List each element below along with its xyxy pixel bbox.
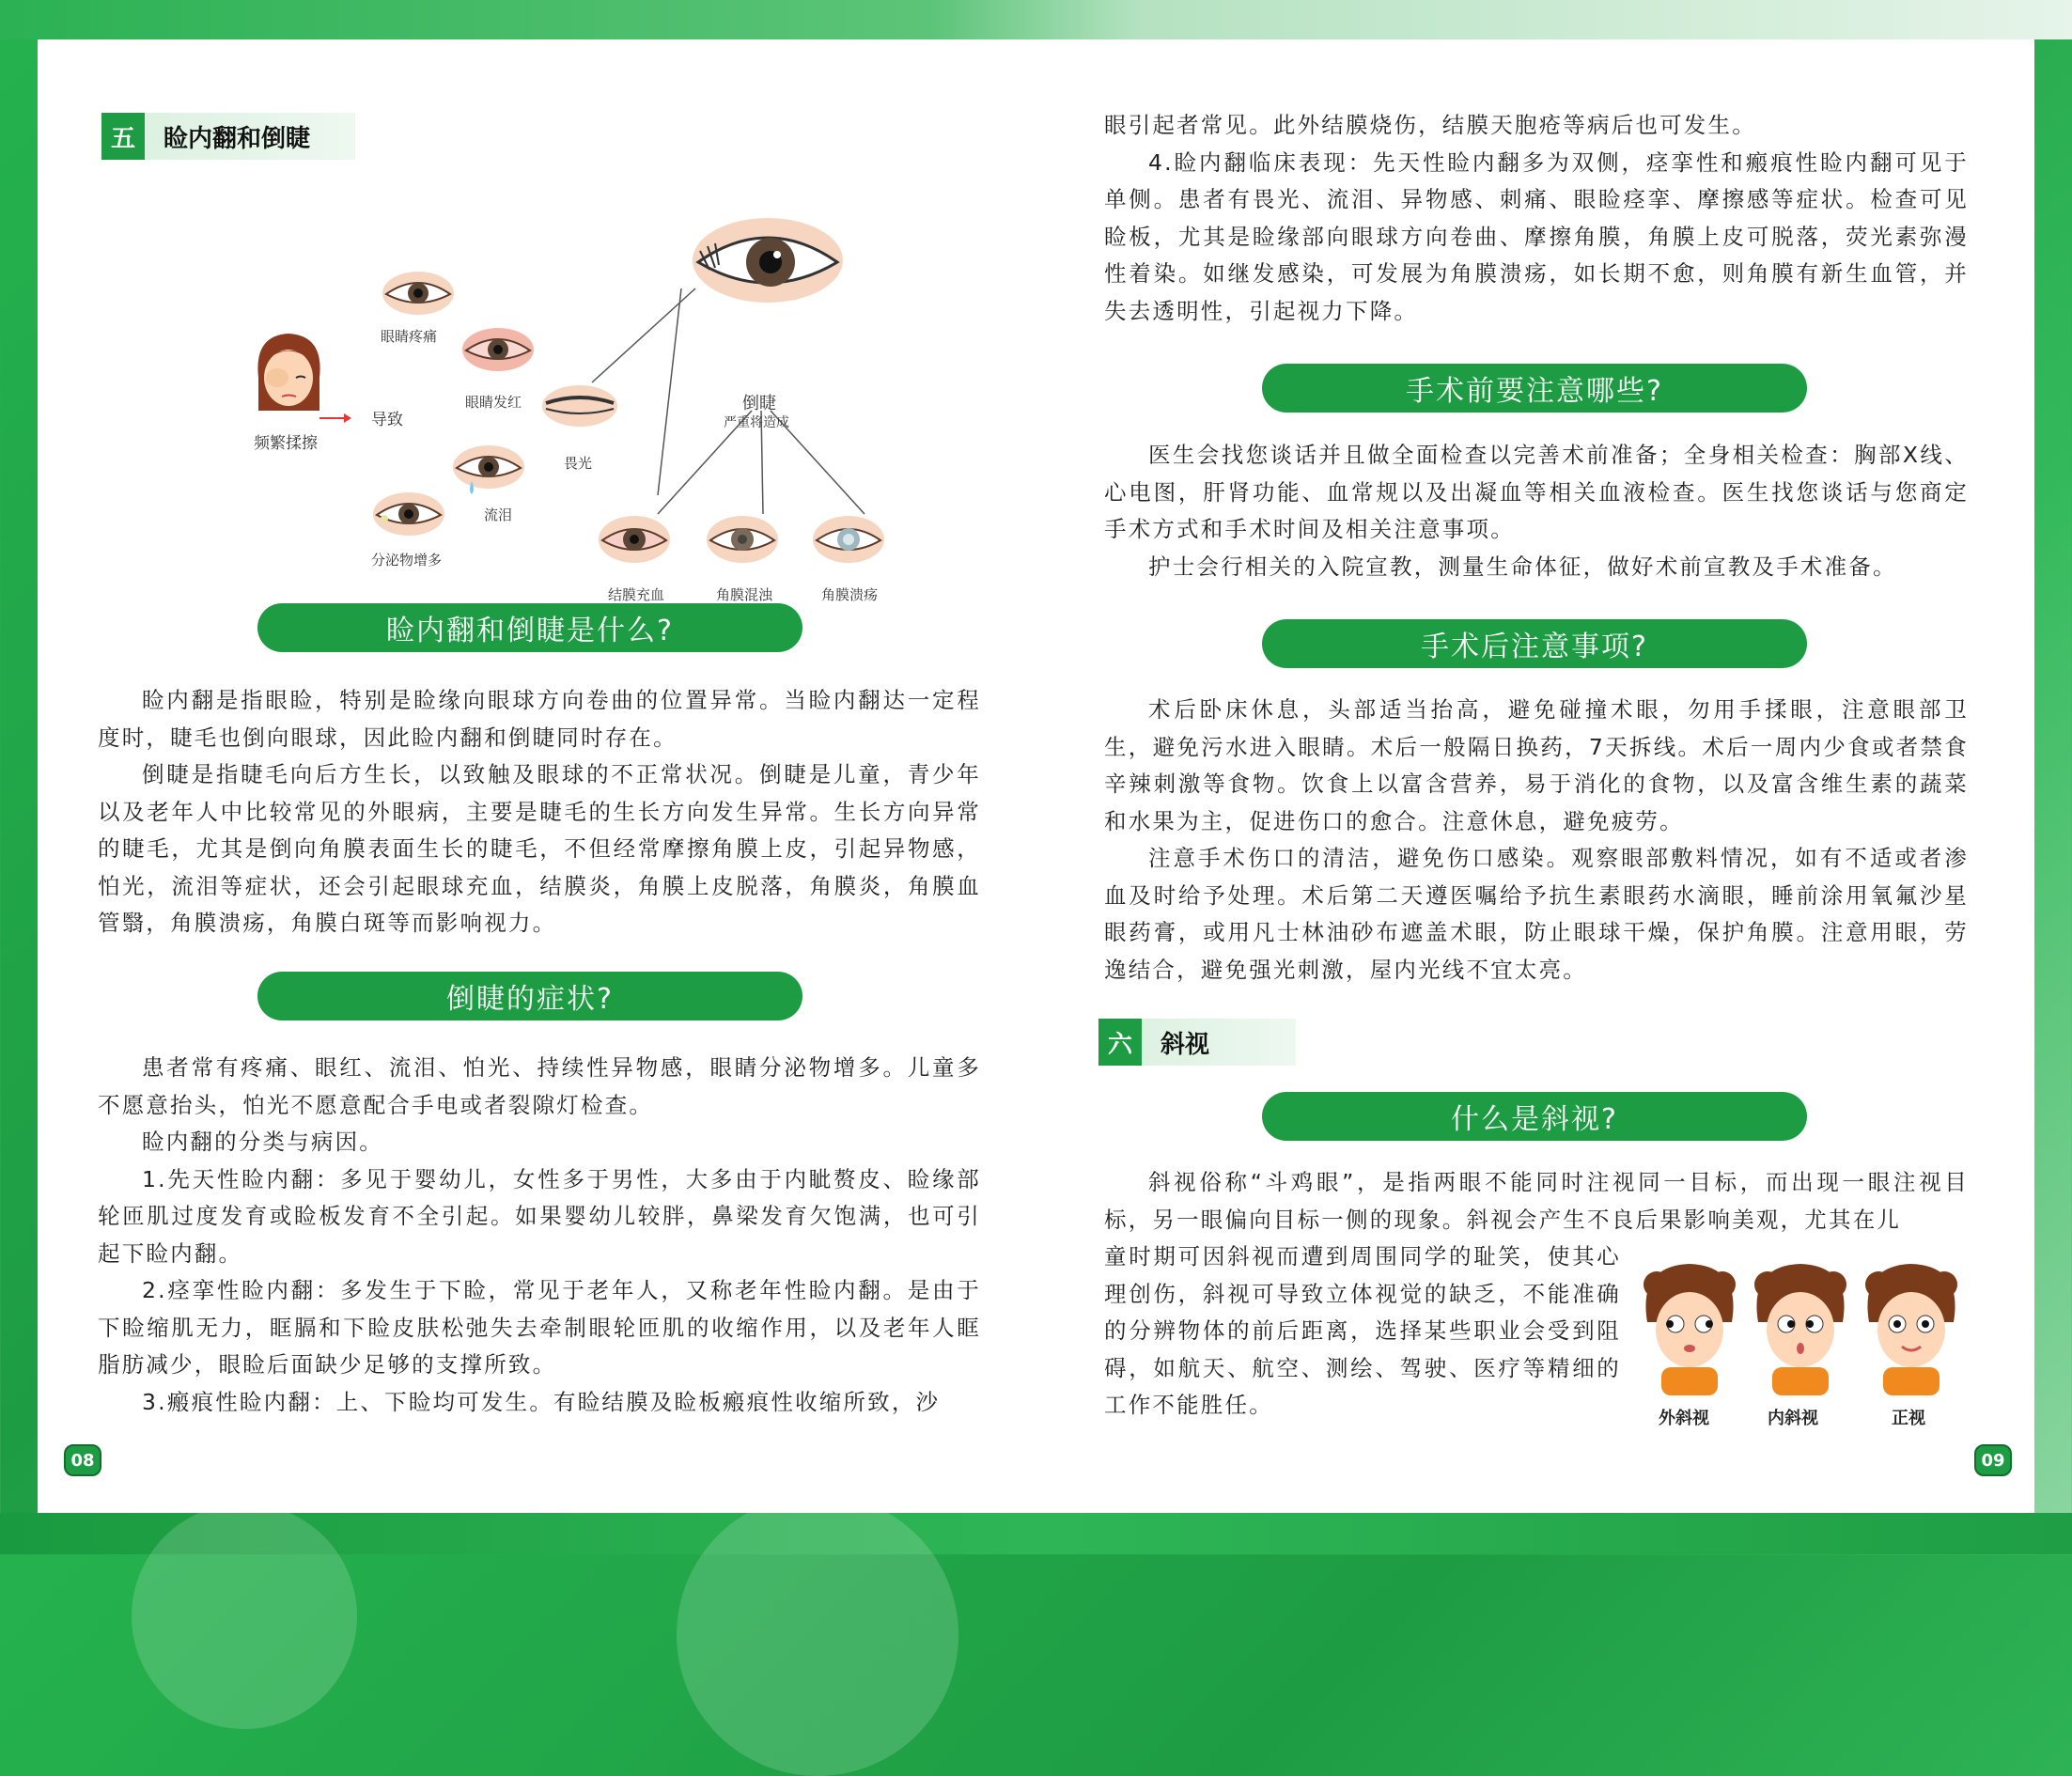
eye-tearing-icon [451, 444, 526, 495]
paragraph: 眼引起者常见。此外结膜烧伤，结膜天胞疮等病后也可发生。 [1104, 112, 1756, 138]
label-cornea-turbid: 角膜混浊 [716, 586, 773, 603]
kid-normal-icon [1860, 1256, 1963, 1401]
para-entropion-definition [98, 682, 981, 943]
label-eye-pain: 眼睛疼痛 [381, 328, 438, 345]
bottom-banner [0, 1513, 2072, 1554]
paragraph: 术后卧床休息，头部适当抬高，避免碰撞术眼，勿用手揉眼，注意眼部卫生，避免污水进入眼睛。术后一般隔日换药，7天拆线。术后一周内少食或者禁食辛辣刺激等食物。饮食上以富含营养，易于消化的食物，以及富含维生素的蔬菜和水果为主，促进伤口的愈合。注意休息，避免疲劳。 [1104, 696, 1969, 834]
label-cornea-ulcer: 角膜溃疡 [821, 586, 879, 603]
section-title: 睑内翻和倒睫 [164, 124, 311, 153]
label-tearing: 流泪 [484, 506, 513, 523]
para-strabismus-narrow [1104, 1239, 1621, 1425]
label-conj: 结膜充血 [608, 586, 665, 603]
heading-trichiasis-symptoms: 倒睫的症状? [257, 972, 802, 1020]
para-preop [1104, 437, 1969, 585]
paragraph: 医生会找您谈话并且做全面检查以完善术前准备；全身相关检查：胸部X线、心电图，肝肾功能、血常规以及出凝血等相关血液检查。医生找您谈话与您商定手术方式和手术时间及相关注意事项。 [1104, 442, 1969, 542]
left-page [38, 39, 1036, 1513]
kid-exotropia-icon [1638, 1256, 1741, 1401]
section-header-6 [1098, 1019, 1296, 1066]
eye-secretion-icon [371, 491, 446, 537]
top-banner [0, 0, 2072, 39]
paragraph: 斜视俗称“斗鸡眼”，是指两眼不能同时注视同一目标，而出现一眼注视目标，另一眼偏向目标一侧的现象。斜视会产生不良后果影响美观，尤其在儿 [1104, 1169, 1969, 1233]
paragraph: 睑内翻的分类与病因。 [142, 1129, 383, 1155]
corneal-ulcer-eye-icon [811, 514, 886, 566]
para-postop [1104, 692, 1969, 989]
paragraph: 4.睑内翻临床表现：先天性睑内翻多为双侧，痉挛性和瘢痕性睑内翻可见于单侧。患者有畏光、流泪、异物感、刺痛、眼睑痉挛、摩擦感等症状。检查可见睑板，尤其是睑缘部向眼球方向卷曲、摩擦角膜，角膜上皮可脱落，荧光素弥漫性着染。如继发感染，可发展为角膜溃疡，如长期不愈，则角膜有新生血管，并失去透明性，引起视力下降。 [1104, 148, 1969, 324]
kid-esotropia-icon [1749, 1256, 1852, 1401]
strabismus-kids-illustration [1638, 1256, 1976, 1444]
eye-photophobia-icon [540, 382, 620, 429]
section-header-5 [101, 113, 355, 160]
para-strabismus-full [1104, 1164, 1969, 1239]
paragraph: 1.先天性睑内翻：多见于婴幼儿，女性多于男性，大多由于内眦赘皮、睑缘部轮匝肌过度发育或睑板发育不全引起。如果婴幼儿较胖，鼻梁发育欠饱满，也可引起下睑内翻。 [98, 1165, 981, 1267]
paragraph: 倒睫是指睫毛向后方生长，以致触及眼球的不正常状况。倒睫是儿童，青少年以及老年人中比较常见的外眼病，主要是睫毛的生长方向发生异常。生长方向异常的睫毛，尤其是倒向角膜表面生长的睫毛，不但经常摩擦角膜上皮，引起异物感，怕光，流泪等症状，还会引起眼球充血，结膜炎，角膜上皮脱落，角膜炎，角膜血管翳，角膜溃疡，角膜白斑等而影响视力。 [98, 761, 981, 936]
paragraph: 护士会行相关的入院宣教，测量生命体征，做好术前宣教及手术准备。 [1148, 553, 1897, 580]
heading-what-is-strabismus: 什么是斜视? [1262, 1092, 1807, 1141]
label-photophobia: 畏光 [564, 455, 593, 472]
paragraph: 睑内翻是指眼睑，特别是睑缘向眼球方向卷曲的位置异常。当睑内翻达一定程度时，睫毛也倒向眼球，因此睑内翻和倒睫同时存在。 [98, 687, 981, 751]
label-trichiasis-sub: 严重将造成 [724, 415, 789, 430]
paragraph: 患者常有疼痛、眼红、流泪、怕光、持续性异物感，眼睛分泌物增多。儿童多不愿意抬头，怕光不愿意配合手电或者裂隙灯检查。 [98, 1054, 981, 1118]
label-exotropia: 外斜视 [1659, 1409, 1709, 1428]
heading-postop: 手术后注意事项? [1262, 619, 1807, 668]
heading-what-is-entropion: 睑内翻和倒睫是什么? [257, 603, 802, 652]
label-normal: 正视 [1892, 1409, 1925, 1428]
section-number: 五 [101, 113, 145, 160]
page-number-left: 08 [64, 1444, 101, 1476]
paragraph: 2.痉挛性睑内翻：多发生于下睑，常见于老年人，又称老年性睑内翻。是由于下睑缩肌无力，眶膈和下睑皮肤松弛失去牵制眼轮匝肌的收缩作用，以及老年人眶脂肪减少，眼睑后面缺少足够的支撑所致。 [98, 1277, 981, 1378]
label-trichiasis: 倒睫 [742, 394, 776, 413]
section-title: 斜视 [1161, 1030, 1210, 1059]
paragraph: 童时期可因斜视而遭到周围同学的耻笑，使其心理创伤，斜视可导致立体视觉的缺乏，不能准确的分辨物体的前后距离，选择某些职业会受到阻碍，如航天、航空、测绘、驾驶、医疗等精细的工作不能胜任。 [1104, 1243, 1621, 1418]
label-esotropia: 内斜视 [1768, 1409, 1818, 1428]
page-number-right: 09 [1974, 1444, 2012, 1476]
label-lead: 导致 [371, 411, 403, 429]
para-clinical [1104, 107, 1969, 330]
paragraph: 注意手术伤口的清洁，避免伤口感染。观察眼部敷料情况，如有不适或者渗血及时给予处理。术后第二天遵医嘱给予抗生素眼药水滴眼，睡前涂用氧氟沙星眼药膏，或用凡士林油砂布遮盖术眼，防止眼球干燥，保护角膜。注意用眼，劳逸结合，避免强光刺激，屋内光线不宜太亮。 [1104, 845, 1969, 983]
para-symptoms [98, 1050, 981, 1421]
girl-rubbing-eye-icon [249, 326, 329, 424]
eye-red-icon [460, 326, 536, 373]
heading-preop: 手术前要注意哪些? [1262, 364, 1807, 413]
label-eye-red: 眼睛发红 [465, 394, 522, 411]
corneal-opacity-eye-icon [705, 514, 780, 566]
trichiasis-figure [179, 213, 911, 608]
paragraph: 3.瘢痕性睑内翻：上、下睑均可发生。有睑结膜及睑板瘢痕性收缩所致，沙 [142, 1388, 941, 1415]
section-number: 六 [1098, 1019, 1142, 1066]
trichiasis-eye-icon [691, 213, 846, 307]
label-secretion: 分泌物增多 [371, 552, 443, 569]
label-rub: 频繁揉擦 [254, 434, 318, 453]
right-page [1036, 39, 2034, 1513]
conjunctival-congestion-eye-icon [597, 514, 672, 566]
eye-pain-icon [381, 270, 456, 317]
